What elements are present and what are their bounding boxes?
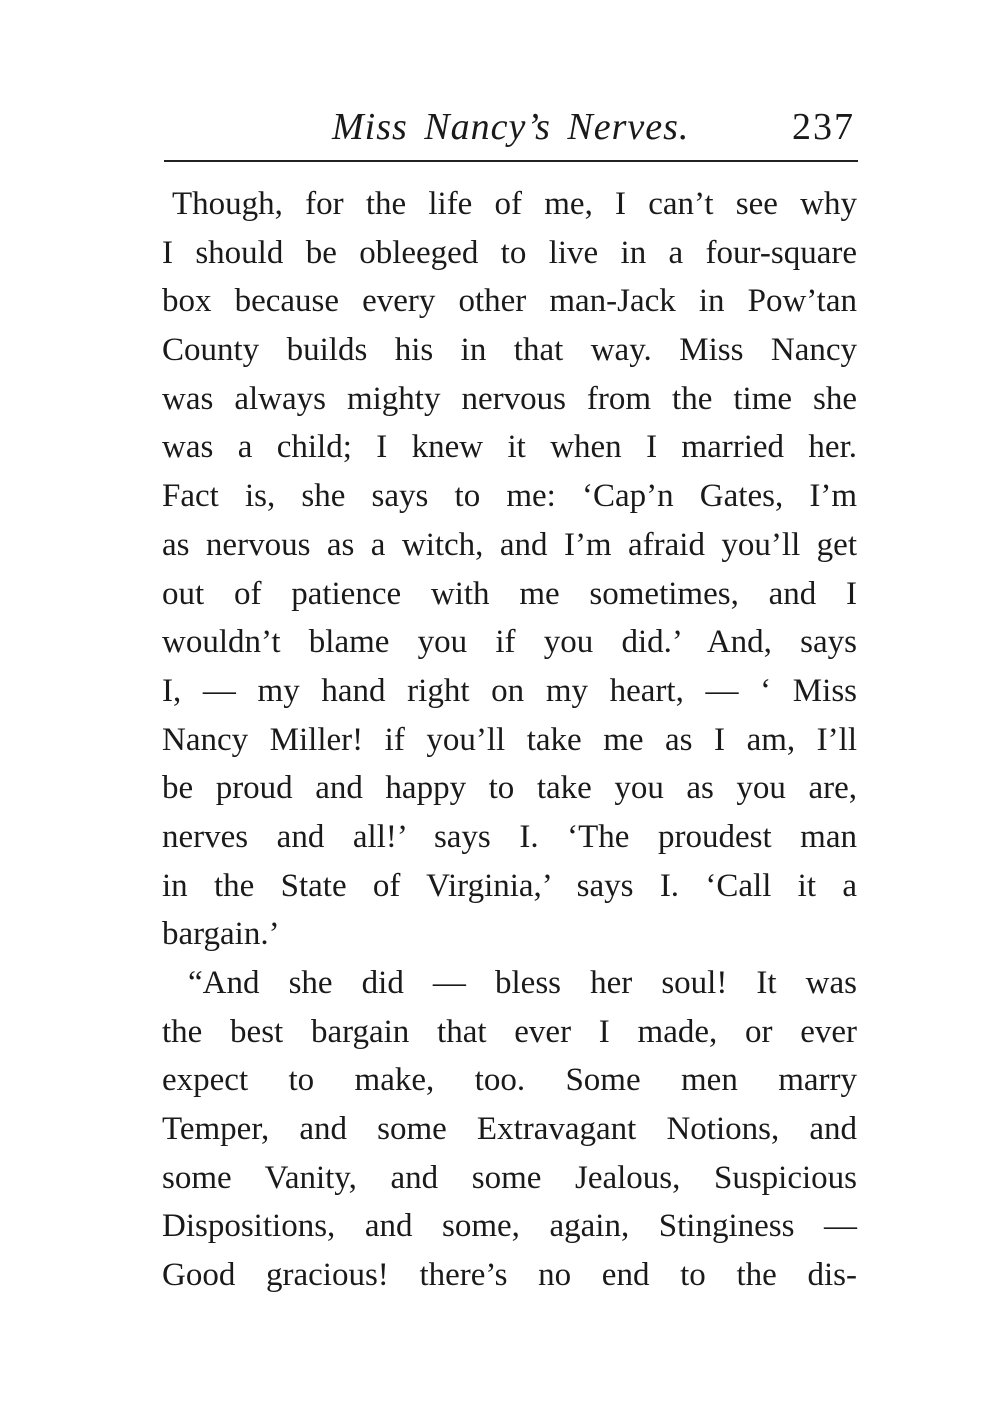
text-line: expect to make, too. Some men marry	[162, 1062, 857, 1099]
text-line: was always mighty nervous from the time she	[162, 380, 857, 417]
text-line: box because every other man-Jack in Pow’tan	[162, 283, 857, 320]
text-line: was a child; I knew it when I married her.	[162, 429, 857, 466]
text-line: Fact is, she says to me: ‘Cap’n Gates, I’m	[162, 478, 857, 515]
paragraph-end-line: bargain.’	[162, 916, 280, 953]
body-text	[162, 180, 857, 1300]
text-line: be proud and happy to take you as you are,	[162, 770, 857, 807]
text-line: nerves and all!’ says I. ‘The proudest man	[162, 818, 857, 855]
text-line: the best bargain that ever I made, or ever	[162, 1013, 857, 1050]
text-line: out of patience with me sometimes, and I	[162, 575, 857, 612]
header-rule	[164, 160, 858, 162]
text-line: Temper, and some Extravagant Notions, and	[162, 1111, 857, 1148]
text-line: County builds his in that way. Miss Nancy	[162, 332, 857, 369]
text-line: I should be obleeged to live in a four-square	[162, 234, 857, 271]
text-line: I, — my hand right on my heart, — ‘ Miss	[162, 672, 857, 709]
running-title: Miss Nancy’s Nerves.	[332, 106, 690, 148]
page-number: 237	[792, 106, 855, 148]
text-line: Dispositions, and some, again, Stinginess —	[162, 1208, 857, 1245]
text-line: in the State of Virginia,’ says I. ‘Call it a	[162, 867, 857, 904]
text-line: Nancy Miller! if you’ll take me as I am, I’ll	[162, 721, 857, 758]
running-head	[162, 100, 857, 154]
text-line: as nervous as a witch, and I’m afraid you’ll get	[162, 526, 857, 563]
text-line: some Vanity, and some Jealous, Suspicious	[162, 1159, 857, 1196]
paragraph-start-line: “And she did — bless her soul! It was	[188, 965, 857, 1001]
text-line: Good gracious! there’s no end to the dis-	[162, 1257, 857, 1294]
text-line: Though, for the life of me, I can’t see why	[172, 186, 857, 222]
text-line: wouldn’t blame you if you did.’ And, says	[162, 624, 857, 661]
